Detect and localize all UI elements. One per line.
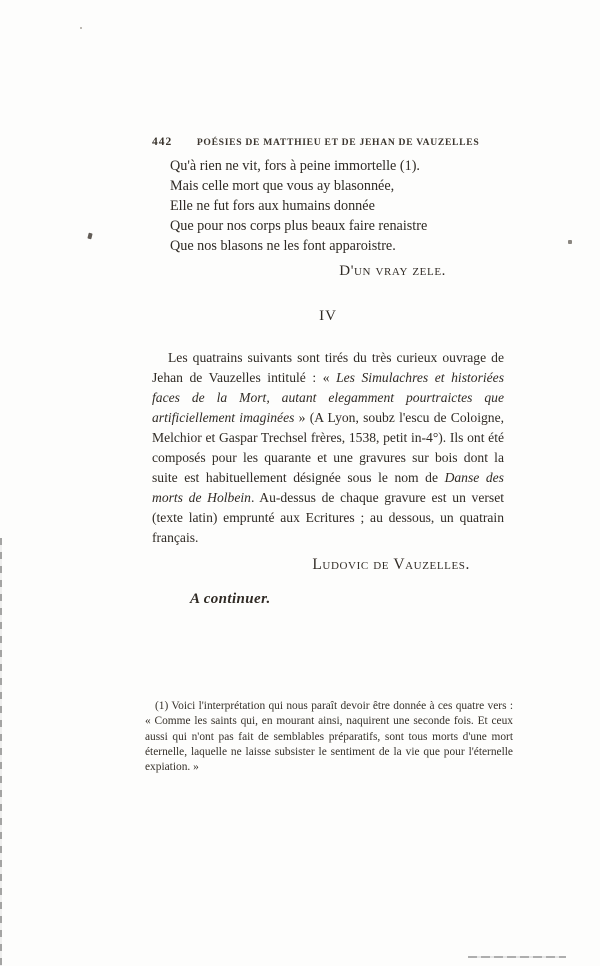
italic-text-segment: Les Simulachres et historiées faces de la Mort, autant elegamment pourtraictes que artificiellement imaginées: [152, 370, 504, 425]
scan-edge-mark: [468, 956, 566, 958]
text-segment: . Au-dessus de chaque gravure est un verset (texte latin) emprunté aux Ecritures ; au dessous, un quatrain français.: [152, 490, 504, 545]
poem-line-1: Qu'à rien ne vit, fors à peine immortelle (1).: [170, 158, 420, 174]
ink-speck: [80, 27, 82, 29]
text-segment: » (A Lyon, soubz l'escu de Coloigne, Melchior et Gaspar Trechsel frères, 1538, petit in-4°). Ils ont été composés pour les quarante et une gravures sur bois dont la suite est habituellement désignée sous le nom de: [152, 410, 505, 485]
page-number: 442: [152, 136, 173, 148]
section-paragraph: [152, 348, 504, 548]
italic-text-segment: Danse des morts de Holbein: [152, 470, 504, 505]
binding-edge-marks: [0, 538, 2, 966]
ink-speck: [87, 233, 92, 240]
poem-line-5: Que nos blasons ne les font apparoistre.: [170, 238, 396, 254]
running-title: POÉSIES DE MATTHIEU ET DE JEHAN DE VAUZELLES: [196, 137, 480, 148]
footnote: (1) Voici l'interprétation qui nous paraît devoir être donnée à ces quatre vers : « Comme les saints qui, en mourant ainsi, naquirent une seconde fois. Et ceux aussi qui n'ont pas fait de semblables préparatifs, sont tous morts d'une mort éternelle, laquelle ne laisse subsister le sentiment de la vie que pour l'éternelle expiation. »: [145, 700, 513, 774]
to-be-continued-note: A continuer.: [190, 591, 271, 607]
ink-speck: [568, 240, 572, 244]
section-numeral: IV: [319, 308, 337, 324]
poem-line-2: Mais celle mort que vous ay blasonnée,: [170, 178, 395, 194]
poem-attribution: D'un vray zele.: [339, 263, 446, 279]
poem-line-4: Que pour nos corps plus beaux faire renaistre: [170, 218, 428, 234]
author-signature: Ludovic de Vauzelles.: [312, 556, 470, 573]
running-header: [152, 136, 504, 148]
text-segment: Les quatrains suivants sont tirés du très curieux ouvrage de Jehan de Vauzelles intitulé : «: [152, 350, 504, 385]
poem-stanza: [170, 156, 500, 256]
poem-line-3: Elle ne fut fors aux humains donnée: [170, 198, 375, 214]
